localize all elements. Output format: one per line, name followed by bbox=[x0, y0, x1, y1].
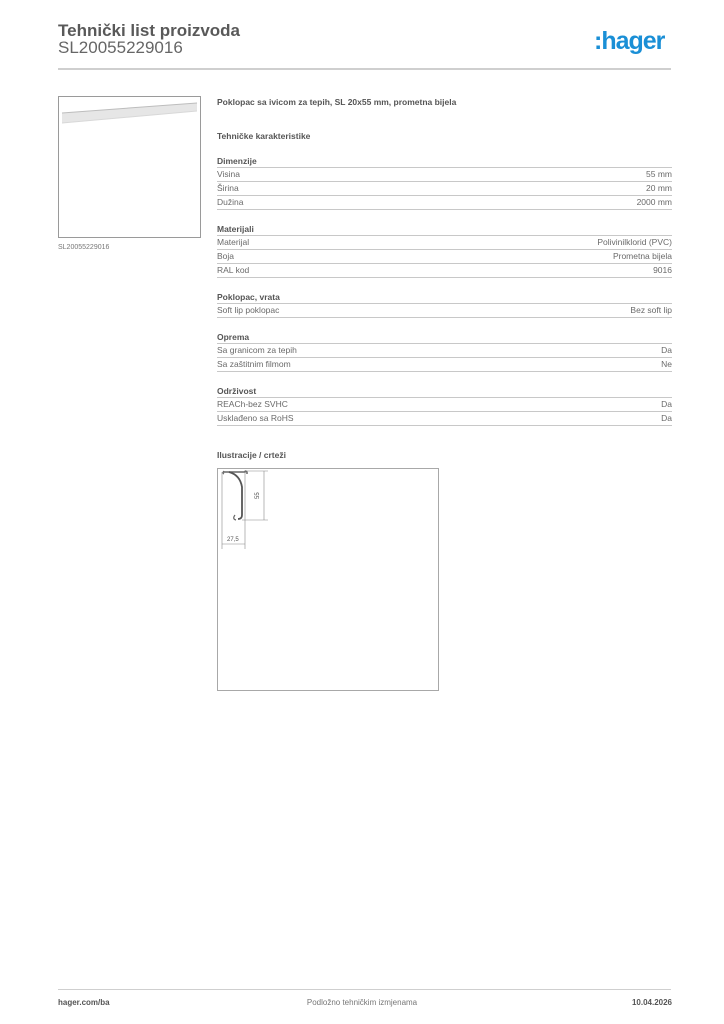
spec-value: Polivinilklorid (PVC) bbox=[597, 237, 672, 247]
thumbnail-caption: SL20055229016 bbox=[58, 244, 110, 251]
spec-label: REACh-bez SVHC bbox=[217, 399, 288, 409]
footer-divider bbox=[58, 989, 671, 990]
spec-row bbox=[217, 304, 672, 318]
footer-website-link[interactable]: hager.com/ba bbox=[58, 998, 110, 1007]
spec-label: Sa granicom za tepih bbox=[217, 345, 297, 355]
spec-label: Visina bbox=[217, 169, 240, 179]
dimension-height-label: 55 bbox=[255, 492, 261, 499]
product-image-icon bbox=[59, 97, 200, 237]
group-dimenzije bbox=[217, 155, 672, 210]
section-title: Tehničke karakteristike bbox=[217, 131, 311, 141]
spec-row bbox=[217, 358, 672, 372]
group-title: Poklopac, vrata bbox=[217, 291, 672, 304]
product-code: SL20055229016 bbox=[58, 38, 183, 57]
group-materijali bbox=[217, 223, 672, 278]
profile-drawing-icon bbox=[218, 469, 438, 690]
group-title: Održivost bbox=[217, 385, 672, 398]
spec-value: Bez soft lip bbox=[630, 305, 672, 315]
spec-row bbox=[217, 344, 672, 358]
spec-value: Da bbox=[661, 399, 672, 409]
spec-value: 55 mm bbox=[646, 169, 672, 179]
spec-label: Boja bbox=[217, 251, 235, 261]
spec-row bbox=[217, 196, 672, 210]
spec-label: Usklađeno sa RoHS bbox=[217, 413, 294, 423]
spec-value: Ne bbox=[661, 359, 672, 369]
spec-row bbox=[217, 412, 672, 426]
technical-drawing bbox=[217, 468, 439, 691]
group-oprema bbox=[217, 331, 672, 372]
group-odrzivost bbox=[217, 385, 672, 426]
spec-label: RAL kod bbox=[217, 265, 250, 275]
group-poklopac-vrata bbox=[217, 291, 672, 318]
spec-value: Da bbox=[661, 413, 672, 423]
spec-row bbox=[217, 168, 672, 182]
spec-row bbox=[217, 398, 672, 412]
spec-label: Širina bbox=[217, 183, 239, 193]
spec-label: Dužina bbox=[217, 197, 244, 207]
spec-label: Materijal bbox=[217, 237, 250, 247]
illustrations-title: Ilustracije / crteži bbox=[217, 450, 286, 460]
spec-label: Soft lip poklopac bbox=[217, 305, 280, 315]
hager-logo: :hager bbox=[594, 27, 665, 55]
spec-value: 2000 mm bbox=[636, 197, 672, 207]
spec-row bbox=[217, 182, 672, 196]
group-title: Dimenzije bbox=[217, 155, 672, 168]
group-title: Oprema bbox=[217, 331, 672, 344]
footer-date: 10.04.2026 bbox=[631, 998, 672, 1007]
footer-notice: Podložno tehničkim izmjenama bbox=[306, 998, 418, 1007]
group-title: Materijali bbox=[217, 223, 672, 236]
spec-label: Sa zaštitnim filmom bbox=[217, 359, 291, 369]
product-name: Poklopac sa ivicom za tepih, SL 20x55 mm, prometna bijela bbox=[217, 97, 457, 107]
spec-value: 9016 bbox=[653, 265, 672, 275]
product-thumbnail bbox=[58, 96, 201, 238]
document-title: Tehnički list proizvoda bbox=[58, 21, 240, 40]
spec-value: Prometna bijela bbox=[612, 251, 672, 261]
spec-value: 20 mm bbox=[646, 183, 672, 193]
spec-row bbox=[217, 250, 672, 264]
product-details bbox=[217, 96, 672, 426]
spec-row bbox=[217, 264, 672, 278]
header-divider bbox=[58, 68, 671, 70]
spec-value: Da bbox=[661, 345, 672, 355]
spec-row bbox=[217, 236, 672, 250]
dimension-width-label: 27,5 bbox=[227, 537, 239, 543]
